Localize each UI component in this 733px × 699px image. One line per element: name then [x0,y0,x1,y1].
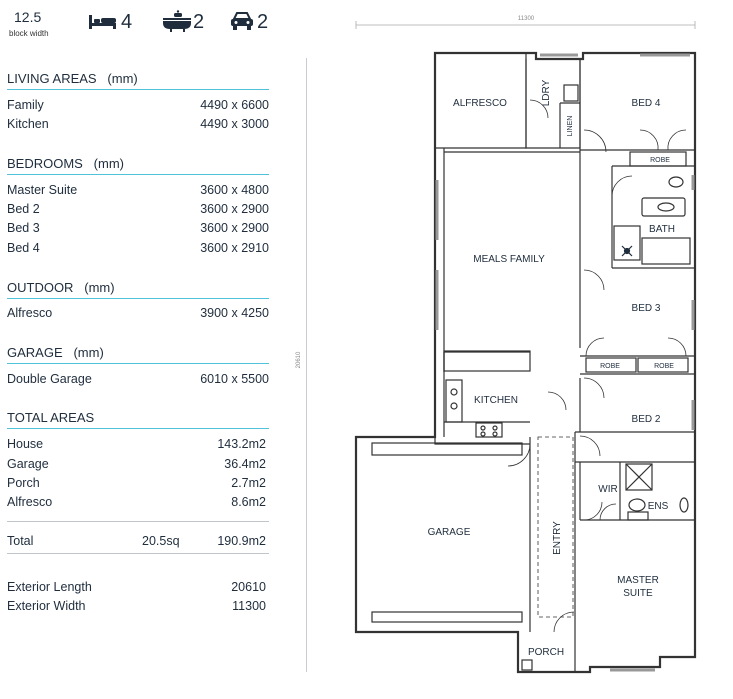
row-label: Bed 4 [7,241,40,255]
row-value: 3600 x 2910 [200,241,269,255]
total-squares: 20.5sq [142,534,180,548]
row-value: 4490 x 3000 [200,117,269,131]
bedrooms-count: 4 [121,11,133,33]
garage-count: 2 [257,11,269,33]
row-value: 3600 x 2900 [200,221,269,235]
room-meals-family: MEALS FAMILY [473,254,545,265]
plan-width-dimension: 11300 [517,16,535,22]
row-label: Exterior Length [7,580,92,594]
garage-heading: GARAGE (mm) [7,345,269,364]
row-label: Exterior Width [7,599,86,613]
row-label: Master Suite [7,183,78,197]
room-bath: BATH [649,224,675,235]
room-robe3b: ROBE [654,363,674,370]
row-label: Bed 2 [7,202,40,216]
row-value: 11300 [232,599,266,613]
row-value: 8.6m2 [231,495,266,509]
block-width-label: block width [9,29,49,38]
room-kitchen: KITCHEN [474,395,518,406]
total-areas-heading: TOTAL AREAS [7,410,269,429]
room-master-line2: SUITE [623,588,653,599]
row-value: 3900 x 4250 [200,306,269,320]
room-garage: GARAGE [427,527,471,538]
room-ldry: LDRY [541,79,552,107]
room-robe3a: ROBE [600,363,620,370]
living-areas-heading: LIVING AREAS (mm) [7,71,269,90]
plan-length-dimension: 20610 [296,351,302,369]
row-label: Bed 3 [7,221,40,235]
room-porch: PORCH [527,647,565,658]
row-value: 4490 x 6600 [200,98,269,112]
block-width-value: 12.5 [14,9,42,25]
row-label: House [7,437,44,451]
room-alfresco: ALFRESCO [453,98,507,109]
room-master-line1: MASTER [617,575,659,586]
row-label: Double Garage [7,372,92,386]
total-value: 190.9m2 [217,534,266,548]
room-bed2: BED 2 [631,414,661,425]
row-label: Porch [7,476,40,490]
row-value: 2.7m2 [231,476,266,490]
row-value: 6010 x 5500 [200,372,269,386]
row-value: 3600 x 2900 [200,202,269,216]
room-robe4: ROBE [650,157,670,164]
row-label: Family [7,98,44,112]
room-linen: LINEN [567,115,574,137]
room-bed3: BED 3 [631,303,661,314]
row-label: Alfresco [7,495,53,509]
outdoor-heading: OUTDOOR (mm) [7,280,269,299]
bedrooms-heading: BEDROOMS (mm) [7,156,269,175]
shower-icon [622,246,632,256]
row-label: Kitchen [7,117,49,131]
bathrooms-count: 2 [193,11,205,33]
room-entry: ENTRY [552,521,563,555]
room-bed4: BED 4 [631,98,661,109]
room-ens: ENS [647,501,669,512]
room-wir: WIR [598,484,618,495]
row-value: 36.4m2 [224,457,266,471]
row-value: 20610 [231,580,266,594]
row-label: Garage [7,457,49,471]
total-label: Total [7,534,34,548]
row-label: Alfresco [7,306,53,320]
row-value: 143.2m2 [217,437,266,451]
row-value: 3600 x 4800 [200,183,269,197]
